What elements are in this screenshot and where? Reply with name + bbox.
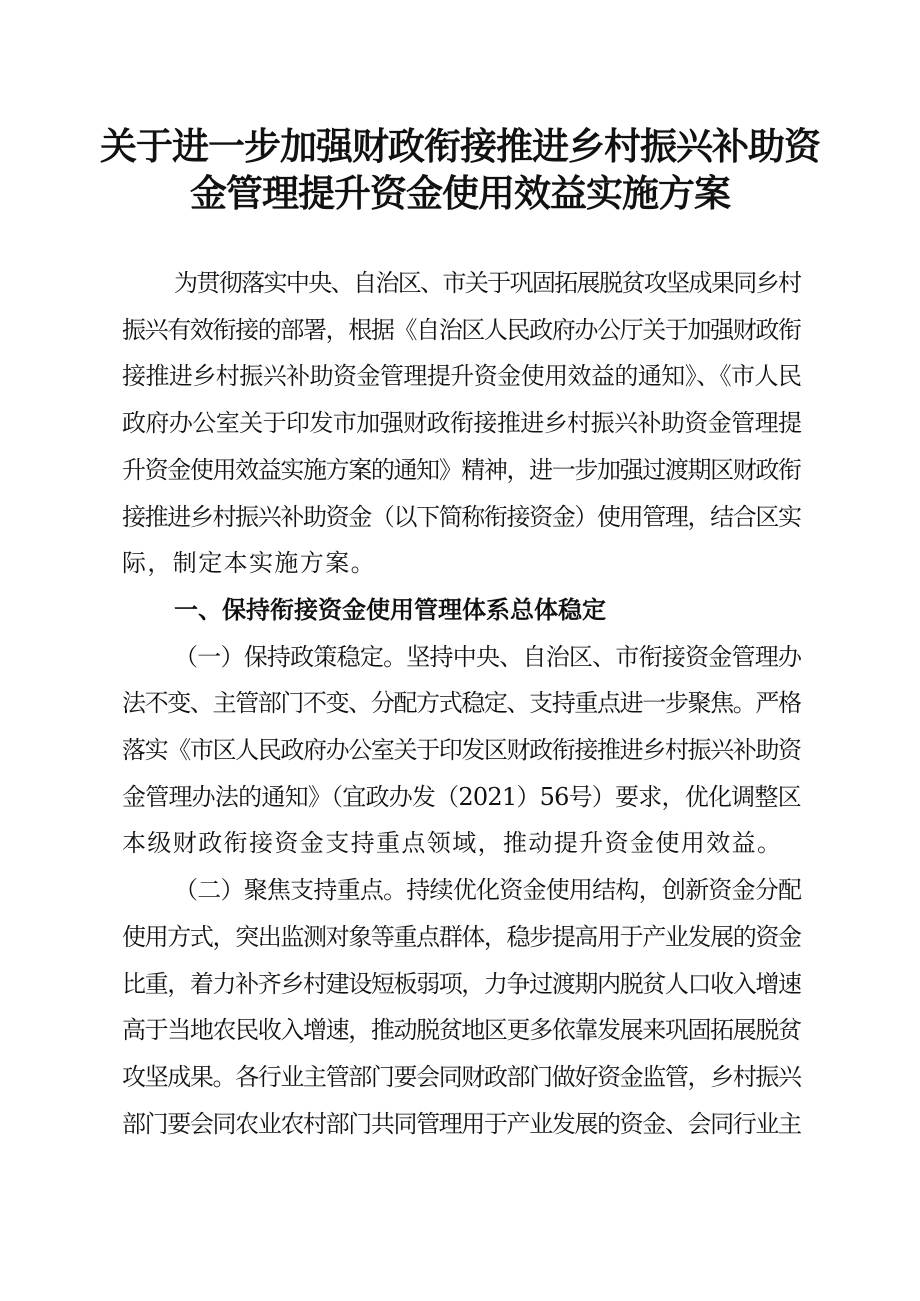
paragraph-line: 政府办公室关于印发市加强财政衔接推进乡村振兴补助资金管理提 — [122, 409, 802, 438]
paragraph-line: 接推进乡村振兴补助资金管理提升资金使用效益的通知》、《市人民 — [122, 362, 802, 391]
paragraph-line: 为贯彻落实中央、自治区、市关于巩固拓展脱贫攻坚成果同乡村 — [174, 269, 801, 297]
paragraph-line: 接推进乡村振兴补助资金（以下简称衔接资金）使用管理，结合区实 — [122, 502, 801, 531]
paragraph-line: 部门要会同农业农村部门共同管理用于产业发展的资金、会同行业主 — [122, 1109, 801, 1138]
paragraph-line: （一）保持政策稳定。坚持中央、自治区、市衔接资金管理办 — [174, 642, 802, 671]
paragraph-line: 落实《市区人民政府办公室关于印发区财政衔接推进乡村振兴补助资 — [122, 736, 801, 764]
paragraph-line: （二）聚焦支持重点。持续优化资金使用结构，创新资金分配 — [174, 876, 802, 905]
document-title-line-2: 金管理提升资金使用效益实施方案 — [190, 172, 730, 215]
paragraph-line: 本级财政衔接资金支持重点领域，推动提升资金使用效益。 — [122, 829, 783, 858]
paragraph-line: 际，制定本实施方案。 — [122, 549, 376, 578]
paragraph-line: 振兴有效衔接的部署，根据《自治区人民政府办公厅关于加强财政衔 — [122, 315, 801, 344]
section-heading: 一、保持衔接资金使用管理体系总体稳定 — [174, 595, 606, 624]
paragraph-line: 攻坚成果。各行业主管部门要会同财政部门做好资金监管，乡村振兴 — [122, 1062, 801, 1091]
paragraph-line: 比重，着力补齐乡村建设短板弱项，力争过渡期内脱贫人口收入增速 — [122, 969, 801, 998]
paragraph-line: 法不变、主管部门不变、分配方式稳定、支持重点进一步聚焦。严格 — [122, 689, 801, 718]
paragraph-line: 升资金使用效益实施方案的通知》精神，进一步加强过渡期区财政衔 — [122, 455, 801, 484]
paragraph-line: 使用方式，突出监测对象等重点群体，稳步提高用于产业发展的资金 — [122, 922, 801, 951]
paragraph-line: 高于当地农民收入增速，推动脱贫地区更多依靠发展来巩固拓展脱贫 — [122, 1016, 801, 1045]
paragraph-line: 金管理办法的通知》（宜政办发（2021）56号）要求，优化调整区 — [122, 782, 801, 811]
document-title-line-1: 关于进一步加强财政衔接推进乡村振兴补助资 — [100, 125, 820, 168]
